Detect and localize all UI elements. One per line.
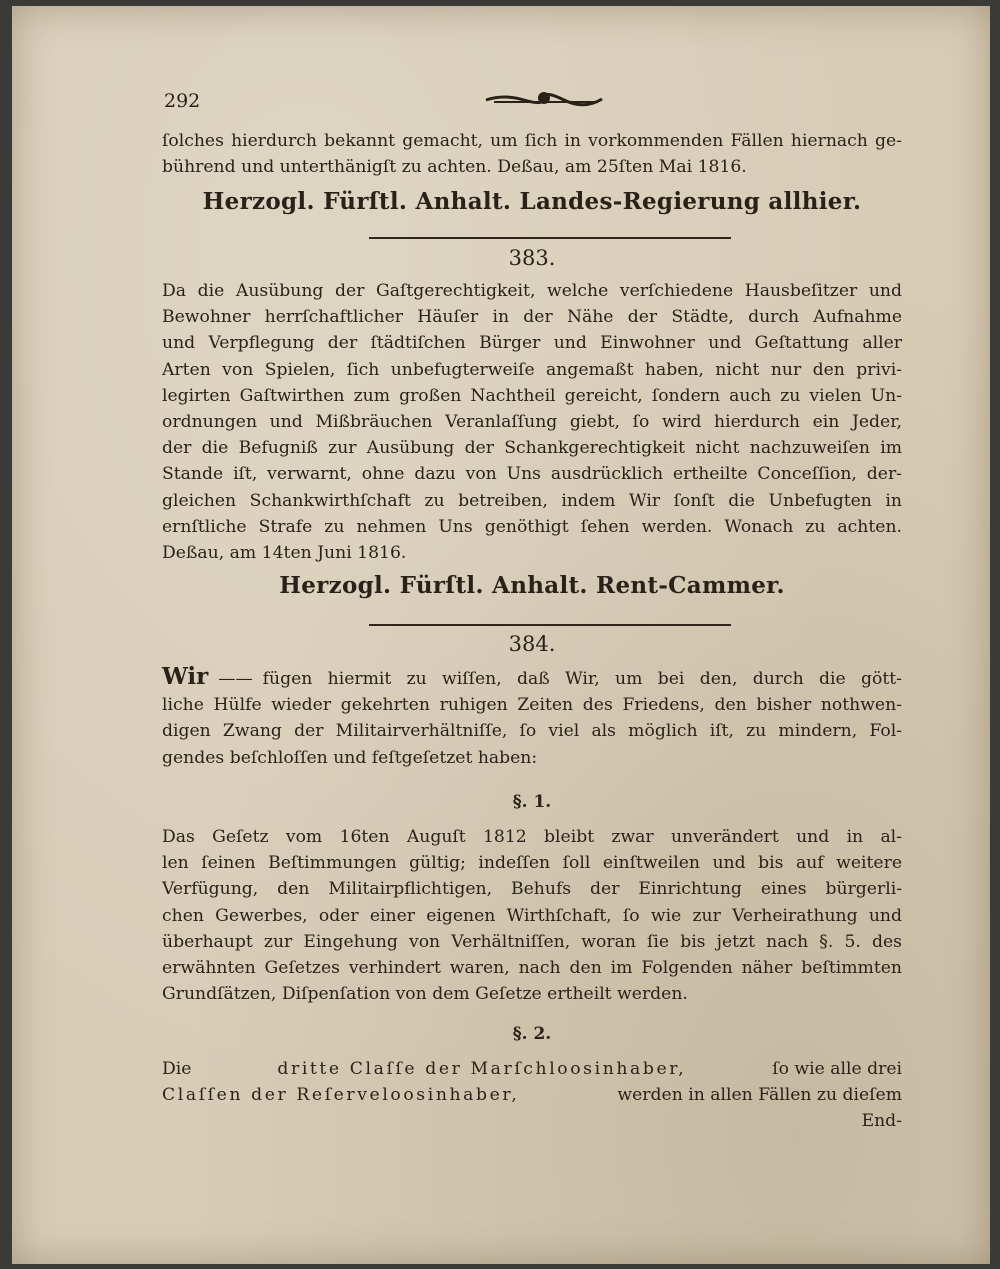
text-line: digen Zwang der Militairverhältniſſe, ſo viel als möglich iſt, zu mindern, Fol- — [162, 721, 902, 742]
page-number: 292 — [164, 90, 201, 112]
text-line: erwähnten Geſetzes verhindert waren, nach den im Folgenden näher beſtimmten — [162, 958, 902, 979]
text-line — [162, 1082, 902, 1108]
divider-rule — [369, 237, 731, 239]
text-line: liche Hülfe wieder gekehrten ruhigen Zeiten des Friedens, den bisher nothwen- — [162, 695, 902, 716]
emphasized-text: Claſſen der Reſerveloosinhaber, — [162, 1085, 520, 1106]
text-line: chen Gewerbes, oder einer eigenen Wirthſchaft, ſo wie zur Verheirathung und — [162, 905, 902, 926]
text-line: Bewohner herrſchaftlicher Häuſer in der Nähe der Städte, durch Aufnahme — [162, 307, 902, 328]
text-line: Verfügung, den Militairpflichtigen, Behufs der Einrichtung eines bürgerli- — [162, 879, 902, 900]
text-line: Das Geſetz vom 16ten Auguſt 1812 bleibt zwar unverändert und in al- — [162, 827, 902, 847]
paragraph-2-text — [162, 1056, 902, 1135]
text-line: der die Befugniß zur Ausübung der Schankgerechtigkeit nicht nachzuweiſen im — [162, 438, 902, 459]
text-line: und Verpflegung der ſtädtiſchen Bürger und Einwohner und Geſtattung aller — [162, 333, 902, 354]
intro-dash: —— — [218, 669, 253, 689]
text-line: ernſtliche Strafe zu nehmen Uns genöthigt ſehen werden. Wonach zu achten. — [162, 516, 902, 537]
text-line: überhaupt zur Eingehung von Verhältniſſen, woran ſie bis jetzt nach §. 5. des — [162, 931, 902, 952]
text-line: bührend und unterthänigſt zu achten. Deßau, am 25ſten Mai 1816. — [162, 157, 747, 178]
text-fragment: Die — [162, 1059, 192, 1079]
section-number-384: 384. — [508, 632, 556, 656]
text-line: Deßau, am 14ten Juni 1816. — [162, 543, 407, 564]
text-line: fügen hiermit zu wiſſen, daß Wir, um bei den, durch die gött- — [262, 669, 902, 689]
signature-regierung: Herzogl. Fürſtl. Anhalt. Landes-Regierung allhier. — [202, 188, 862, 215]
section-383-text — [162, 278, 902, 566]
divider-rule — [369, 624, 731, 626]
paragraph-label-2: §. 2. — [512, 1024, 552, 1044]
text-line: Grundſätzen, Diſpenſation von dem Geſetze ertheilt werden. — [162, 984, 688, 1005]
text-line: Da die Ausübung der Gaſtgerechtigkeit, welche verſchiedene Hausbeſitzer und — [162, 281, 902, 301]
section-384-first-line — [162, 664, 902, 692]
text-fragment: ſo wie alle drei — [772, 1059, 902, 1079]
intro-text — [162, 128, 902, 180]
text-fragment: werden in allen Fällen zu dieſem — [617, 1085, 902, 1106]
text-line: len ſeinen Beſtimmungen gültig; indeſſen ſoll einſtweilen und bis auf weitere — [162, 853, 902, 874]
text-line: gleichen Schankwirthſchaft zu betreiben, indem Wir ſonſt die Unbefugten in — [162, 490, 902, 511]
header-ornament-icon — [484, 88, 604, 108]
text-line: ordnungen und Mißbräuchen Veranlaſſung giebt, ſo wird hierdurch ein Jeder, — [162, 412, 902, 433]
emphasized-text: dritte Claſſe der Marſchloosinhaber, — [277, 1059, 687, 1079]
section-number-383: 383. — [508, 246, 556, 270]
text-line — [162, 1056, 902, 1082]
paragraph-label-1: §. 1. — [512, 792, 552, 812]
text-line: Stande iſt, verwarnt, ohne dazu von Uns ausdrücklich ertheilte Conceſſion, der- — [162, 464, 902, 485]
paragraph-1-text — [162, 824, 902, 1007]
catchword: End- — [861, 1111, 902, 1132]
intro-word: Wir — [162, 663, 209, 690]
text-line: Arten von Spielen, ſich unbefugterweiſe angemaßt haben, nicht nur den privi- — [162, 359, 902, 380]
text-line: ſolches hierdurch bekannt gemacht, um ſich in vorkommenden Fällen hiernach ge- — [162, 131, 902, 151]
text-line: legirten Gaſtwirthen zum großen Nachtheil gereicht, ſondern auch zu vielen Un- — [162, 385, 902, 406]
text-line: gendes beſchloſſen und feſtgeſetzet haben: — [162, 747, 538, 768]
document-page — [12, 6, 990, 1264]
section-384-text — [162, 664, 902, 771]
signature-rent-cammer: Herzogl. Fürſtl. Anhalt. Rent-Cammer. — [279, 572, 785, 599]
